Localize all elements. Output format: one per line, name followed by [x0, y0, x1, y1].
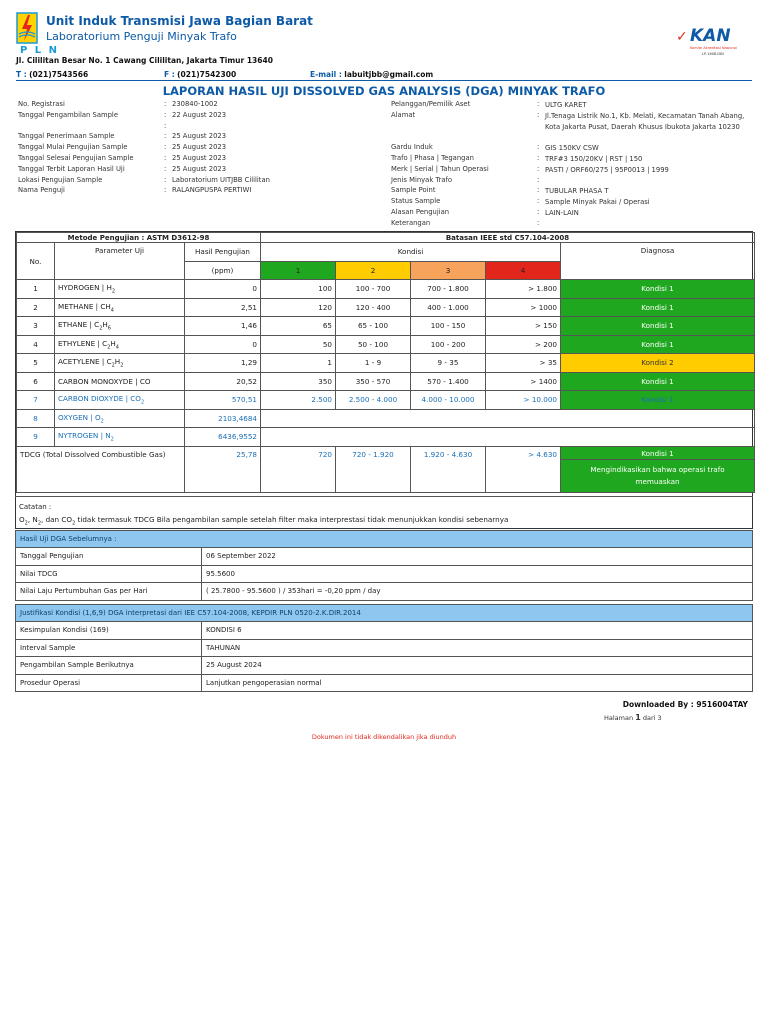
- kondisi-2-header: 2: [336, 261, 411, 280]
- meta-label: Tanggal Selesai Pengujian Sample: [18, 153, 134, 162]
- row-empty: [261, 428, 755, 447]
- tdcg-name: TDCG (Total Dissolved Combustible Gas): [17, 446, 185, 492]
- meta-row: [18, 132, 378, 143]
- row-diagnosa: Kondisi 2: [561, 354, 755, 373]
- metode-header: Metode Pengujian : ASTM D3612-98: [17, 233, 261, 243]
- table-row: [16, 548, 753, 566]
- justifikasi-header: Justifikasi Kondisi (1,6,9) DGA interpretasi dari IEE C57.104-2008, KEPDIR PLN 0520-2.K.DIR.2014: [16, 605, 753, 622]
- meta-colon: :: [537, 153, 540, 162]
- row-value: 0: [185, 335, 261, 354]
- meta-label: Trafo | Phasa | Tegangan: [391, 153, 474, 162]
- row-value: 6436,9552: [185, 428, 261, 447]
- col-unit: (ppm): [185, 261, 261, 280]
- row-label: Prosedur Operasi: [16, 674, 202, 692]
- meta-label: Nama Penguji: [18, 186, 65, 195]
- meta-label: Jenis Minyak Trafo: [391, 175, 453, 184]
- meta-row: [391, 176, 761, 187]
- param-name: HYDROGEN | H: [58, 283, 112, 293]
- meta-value: ULTG KARET: [545, 101, 587, 109]
- param-name: OXYGEN | O: [58, 412, 101, 422]
- row-k2: 65 - 100: [336, 317, 411, 336]
- page-number: 1: [635, 713, 641, 722]
- meta-row: [391, 143, 761, 154]
- justifikasi-table: [15, 604, 753, 692]
- param-name-2: H: [102, 320, 108, 330]
- meta-colon: :: [537, 100, 540, 108]
- table-row: [16, 639, 753, 657]
- meta-value: 22 August 2023: [172, 110, 227, 119]
- param-sub-2: 4: [115, 343, 119, 350]
- kan-logo: [676, 26, 742, 58]
- table-row: [17, 298, 755, 317]
- row-value: KONDISI 6: [202, 622, 753, 640]
- row-label: Nilai Laju Pertumbuhan Gas per Hari: [16, 583, 202, 601]
- kan-logo-text: KAN: [690, 26, 731, 46]
- tdcg-diagnosa-kondisi: Kondisi 1: [561, 447, 754, 460]
- row-k2: 1 - 9: [336, 354, 411, 373]
- row-k4: > 10.000: [486, 391, 561, 410]
- row-param: [55, 372, 185, 391]
- fax-label: F :: [164, 70, 175, 79]
- table-row: [16, 657, 753, 675]
- meta-colon: :: [164, 110, 167, 119]
- kan-lp-number: LP-1608-IDN: [702, 52, 724, 56]
- row-k2: 120 - 400: [336, 298, 411, 317]
- table-row: [17, 317, 755, 336]
- table-row: [16, 565, 753, 583]
- meta-label: Alasan Pengujian: [391, 207, 450, 216]
- row-value: 570,51: [185, 391, 261, 410]
- meta-value: Laboratorium UITJBB Cililitan: [172, 175, 270, 184]
- col-kondisi: Kondisi: [261, 243, 561, 262]
- meta-colon: :: [164, 164, 167, 173]
- meta-value: 25 August 2023: [172, 132, 227, 141]
- catatan-text: $O_2$, $N_2$, dan $CO_2$ tidak termasuk TDCG Bila pengambilan sample setelah filter maka interprestasi tidak menunjukkan kondisi sebenarnya: [19, 515, 509, 527]
- param-name: ACETYLENE | C: [58, 357, 112, 367]
- fax: (021)7542300: [177, 70, 237, 79]
- meta-label: Tanggal Pengambilan Sample: [18, 110, 118, 119]
- meta-row: [18, 122, 378, 133]
- row-k1: 50: [261, 335, 336, 354]
- meta-label: Tanggal Mulai Pengujian Sample: [18, 143, 128, 152]
- page-indicator: [604, 713, 662, 722]
- kan-check-icon: ✓: [676, 29, 688, 45]
- meta-colon: :: [164, 132, 167, 141]
- table-row: [17, 372, 755, 391]
- email-label: E-mail :: [310, 70, 342, 79]
- tdcg-diagnosa: [561, 446, 755, 492]
- meta-value: Jl.Tenaga Listrik No.1, Kb. Melati, Kecamatan Tanah Abang, Kota Jakarta Pusat, Daerah Khusus Ibukota Jakarta 10230: [545, 111, 745, 131]
- param-name: CARBON MONOXYDE | CO: [58, 376, 151, 386]
- meta-row: [391, 219, 761, 230]
- col-diagnosa: Diagnosa: [561, 243, 755, 280]
- catatan-label: Catatan :: [19, 503, 52, 511]
- meta-colon: :: [537, 175, 540, 184]
- meta-row: [18, 186, 378, 197]
- row-param: [55, 317, 185, 336]
- row-k3: 100 - 200: [411, 335, 486, 354]
- row-k3: 400 - 1.000: [411, 298, 486, 317]
- tdcg-value: 25,78: [185, 446, 261, 492]
- col-no: No.: [17, 243, 55, 280]
- row-value: 20,52: [185, 372, 261, 391]
- meta-colon: :: [164, 100, 167, 108]
- letterhead: [16, 8, 756, 78]
- param-sub: 2: [110, 436, 114, 443]
- meta-label: Sample Point: [391, 186, 436, 195]
- param-sub: 4: [110, 306, 114, 313]
- meta-value: 25 August 2023: [172, 153, 227, 162]
- meta-colon: :: [164, 143, 167, 152]
- meta-right: [391, 100, 761, 230]
- row-diagnosa: Kondisi 1: [561, 372, 755, 391]
- meta-colon: :: [537, 164, 540, 173]
- table-row: [16, 622, 753, 640]
- row-k1: 120: [261, 298, 336, 317]
- row-k1: 1: [261, 354, 336, 373]
- table-row: [17, 335, 755, 354]
- table-row: [16, 583, 753, 601]
- page-post: dari 3: [642, 714, 662, 722]
- row-value: 1,46: [185, 317, 261, 336]
- table-row: [17, 428, 755, 447]
- dga-results-table: [15, 231, 753, 529]
- tdcg-k4: > 4.630: [486, 446, 561, 492]
- meta-value: GIS 150KV CSW: [545, 144, 599, 153]
- meta-value: TRF#3 150/20KV | RST | 150: [545, 154, 643, 163]
- row-value: 95.5600: [202, 565, 753, 583]
- meta-colon: :: [164, 175, 167, 184]
- meta-row: [18, 100, 378, 111]
- row-value: 25 August 2024: [202, 657, 753, 675]
- row-param: [55, 391, 185, 410]
- address: Jl. Cililitan Besar No. 1 Cawang Cililitan, Jakarta Timur 13640: [16, 56, 273, 65]
- row-k1: 100: [261, 280, 336, 299]
- row-param: [55, 335, 185, 354]
- row-k2: 50 - 100: [336, 335, 411, 354]
- row-k1: 350: [261, 372, 336, 391]
- header-divider: [16, 80, 752, 81]
- meta-label: Tanggal Penerimaan Sample: [18, 132, 115, 141]
- param-sub: 2: [111, 362, 115, 369]
- param-name: ETHANE | C: [58, 320, 100, 330]
- meta-label: No. Registrasi: [18, 100, 65, 108]
- row-k4: > 200: [486, 335, 561, 354]
- param-sub: 2: [111, 288, 116, 295]
- param-name-2: H: [110, 338, 116, 348]
- row-value: 1,29: [185, 354, 261, 373]
- meta-colon: :: [537, 197, 540, 206]
- meta-value: RALANGPUSPA PERTIWI: [172, 186, 252, 195]
- row-label: Interval Sample: [16, 639, 202, 657]
- row-k4: > 150: [486, 317, 561, 336]
- page-pre: Halaman: [604, 714, 634, 722]
- meta-row: [18, 176, 378, 187]
- row-diagnosa: Kondisi 1: [561, 391, 755, 410]
- meta-row: [391, 111, 761, 143]
- row-no: 2: [17, 298, 55, 317]
- row-no: 6: [17, 372, 55, 391]
- meta-label: Alamat: [391, 110, 416, 119]
- meta-row: [391, 197, 761, 208]
- meta-colon: :: [537, 143, 540, 152]
- row-label: Pengambilan Sample Berikutnya: [16, 657, 202, 675]
- row-k2: 100 - 700: [336, 280, 411, 299]
- meta-row: [18, 143, 378, 154]
- tdcg-diagnosa-note: Mengindikasikan bahwa operasi trafo memuaskan: [590, 464, 725, 486]
- report-title: LAPORAN HASIL UJI DISSOLVED GAS ANALYSIS (DGA) MINYAK TRAFO: [162, 84, 606, 98]
- table-row: [17, 280, 755, 299]
- kondisi-1-header: 1: [261, 261, 336, 280]
- meta-colon: :: [164, 186, 167, 195]
- param-sub: 2: [99, 325, 103, 332]
- meta-colon: :: [164, 121, 167, 130]
- row-empty: [261, 409, 755, 428]
- row-label: Nilai TDCG: [16, 565, 202, 583]
- meta-left: [18, 100, 378, 197]
- meta-row: [18, 111, 378, 122]
- phone-label: T :: [16, 70, 27, 79]
- row-k4: > 1400: [486, 372, 561, 391]
- downloaded-by: Downloaded By : 9516004TAY: [622, 700, 748, 709]
- meta-colon: :: [537, 186, 540, 195]
- row-k3: 9 - 35: [411, 354, 486, 373]
- catatan-body: tidak termasuk TDCG Bila pengambilan sample setelah filter maka interprestasi tidak menunjukkan kondisi sebenarnya: [77, 515, 509, 524]
- row-no: 1: [17, 280, 55, 299]
- row-no: 4: [17, 335, 55, 354]
- meta-row: [391, 154, 761, 165]
- meta-label: Merk | Serial | Tahun Operasi: [391, 164, 489, 173]
- param-sub: 2: [107, 343, 111, 350]
- table-row: [17, 354, 755, 373]
- row-diagnosa: Kondisi 1: [561, 335, 755, 354]
- phone: (021)7543566: [29, 70, 89, 79]
- row-value: ( 25.7800 - 95.5600 ) / 353hari = -0,20 ppm / day: [202, 583, 753, 601]
- meta-row: [18, 165, 378, 176]
- row-diagnosa: Kondisi 1: [561, 298, 755, 317]
- meta-label: Gardu Induk: [391, 143, 433, 152]
- row-k1: 2.500: [261, 391, 336, 410]
- email[interactable]: labuitjbb@gmail.com: [344, 70, 434, 79]
- tdcg-k1: 720: [261, 446, 336, 492]
- meta-row: [391, 165, 761, 176]
- meta-value: 230840-1002: [172, 100, 218, 108]
- row-value: 0: [185, 280, 261, 299]
- row-param: [55, 298, 185, 317]
- meta-colon: :: [537, 218, 540, 227]
- meta-colon: :: [537, 110, 540, 119]
- kondisi-3-header: 3: [411, 261, 486, 280]
- row-no: 7: [17, 391, 55, 410]
- row-k3: 100 - 150: [411, 317, 486, 336]
- row-diagnosa: Kondisi 1: [561, 317, 755, 336]
- table-row: [17, 391, 755, 410]
- row-value: 06 September 2022: [202, 548, 753, 566]
- tdcg-k3: 1.920 - 4.630: [411, 446, 486, 492]
- meta-colon: :: [537, 207, 540, 216]
- row-label: Tanggal Pengujian: [16, 548, 202, 566]
- meta-value: PASTI / ORF60/275 | 95P0013 | 1999: [545, 165, 669, 174]
- meta-value: TUBULAR PHASA T: [545, 187, 609, 196]
- row-diagnosa: Kondisi 1: [561, 280, 755, 299]
- previous-header: Hasil Uji DGA Sebelumnya :: [16, 531, 753, 548]
- param-name: ETHYLENE | C: [58, 338, 108, 348]
- param-name: CARBON DIOXYDE | CO: [58, 394, 141, 404]
- org-name: Unit Induk Transmisi Jawa Bagian Barat: [46, 14, 313, 28]
- row-label: Kesimpulan Kondisi (169): [16, 622, 202, 640]
- lab-name: Laboratorium Penguji Minyak Trafo: [46, 30, 237, 43]
- pln-logo-text: P L N: [20, 45, 60, 56]
- row-k1: 65: [261, 317, 336, 336]
- row-param: [55, 409, 185, 428]
- param-name: NYTROGEN | N: [58, 431, 111, 441]
- row-param: [55, 428, 185, 447]
- kan-subtitle: Komite Akreditasi Nasional: [690, 46, 737, 50]
- meta-value: Sample Minyak Pakai / Operasi: [545, 198, 650, 207]
- row-value: 2,51: [185, 298, 261, 317]
- row-param: [55, 280, 185, 299]
- row-k3: 4.000 - 10.000: [411, 391, 486, 410]
- row-k2: 350 - 570: [336, 372, 411, 391]
- catatan: [15, 496, 753, 530]
- tdcg-k2: 720 - 1.920: [336, 446, 411, 492]
- meta-label: Pelanggan/Pemilik Aset: [391, 100, 471, 108]
- row-no: 8: [17, 409, 55, 428]
- meta-label: Lokasi Pengujian Sample: [18, 175, 103, 184]
- meta-row: [18, 154, 378, 165]
- row-k3: 700 - 1.800: [411, 280, 486, 299]
- previous-results-table: [15, 530, 753, 601]
- row-k4: > 1000: [486, 298, 561, 317]
- meta-row: [391, 186, 761, 197]
- table-row: [16, 674, 753, 692]
- pln-logo-icon: [16, 12, 38, 48]
- meta-value: LAIN-LAIN: [545, 208, 579, 217]
- row-k3: 570 - 1.400: [411, 372, 486, 391]
- row-k4: > 1.800: [486, 280, 561, 299]
- row-value: Lanjutkan pengoperasian normal: [202, 674, 753, 692]
- param-sub-2: 6: [107, 325, 111, 332]
- col-hasil: Hasil Pengujian: [185, 243, 261, 262]
- meta-label: Status Sample: [391, 197, 441, 206]
- meta-value: 25 August 2023: [172, 164, 227, 173]
- param-name-2: H: [114, 357, 121, 367]
- meta-colon: :: [164, 153, 167, 162]
- meta-label: Tanggal Terbit Laporan Hasil Uji: [18, 164, 125, 173]
- row-k4: > 35: [486, 354, 561, 373]
- col-param: Parameter Uji: [55, 243, 185, 280]
- meta-row: [391, 208, 761, 219]
- meta-row: [391, 100, 761, 111]
- meta-label: Keterangan: [391, 218, 431, 227]
- row-value: 2103,4684: [185, 409, 261, 428]
- table-row: [17, 409, 755, 428]
- batasan-header: Batasan IEEE std C57.104-2008: [261, 233, 755, 243]
- kondisi-4-header: 4: [486, 261, 561, 280]
- param-sub: 2: [100, 417, 104, 424]
- param-sub-2: 2: [120, 362, 124, 369]
- row-no: 3: [17, 317, 55, 336]
- row-k2: 2.500 - 4.000: [336, 391, 411, 410]
- row-param: [55, 354, 185, 373]
- uncontrolled-warning: Dokumen ini tidak dikendalikan jika diunduh: [311, 733, 457, 741]
- param-name: METHANE | CH: [58, 301, 111, 311]
- row-no: 5: [17, 354, 55, 373]
- param-sub: 2: [140, 399, 145, 406]
- meta-value: 25 August 2023: [172, 143, 227, 152]
- row-value: TAHUNAN: [202, 639, 753, 657]
- row-no: 9: [17, 428, 55, 447]
